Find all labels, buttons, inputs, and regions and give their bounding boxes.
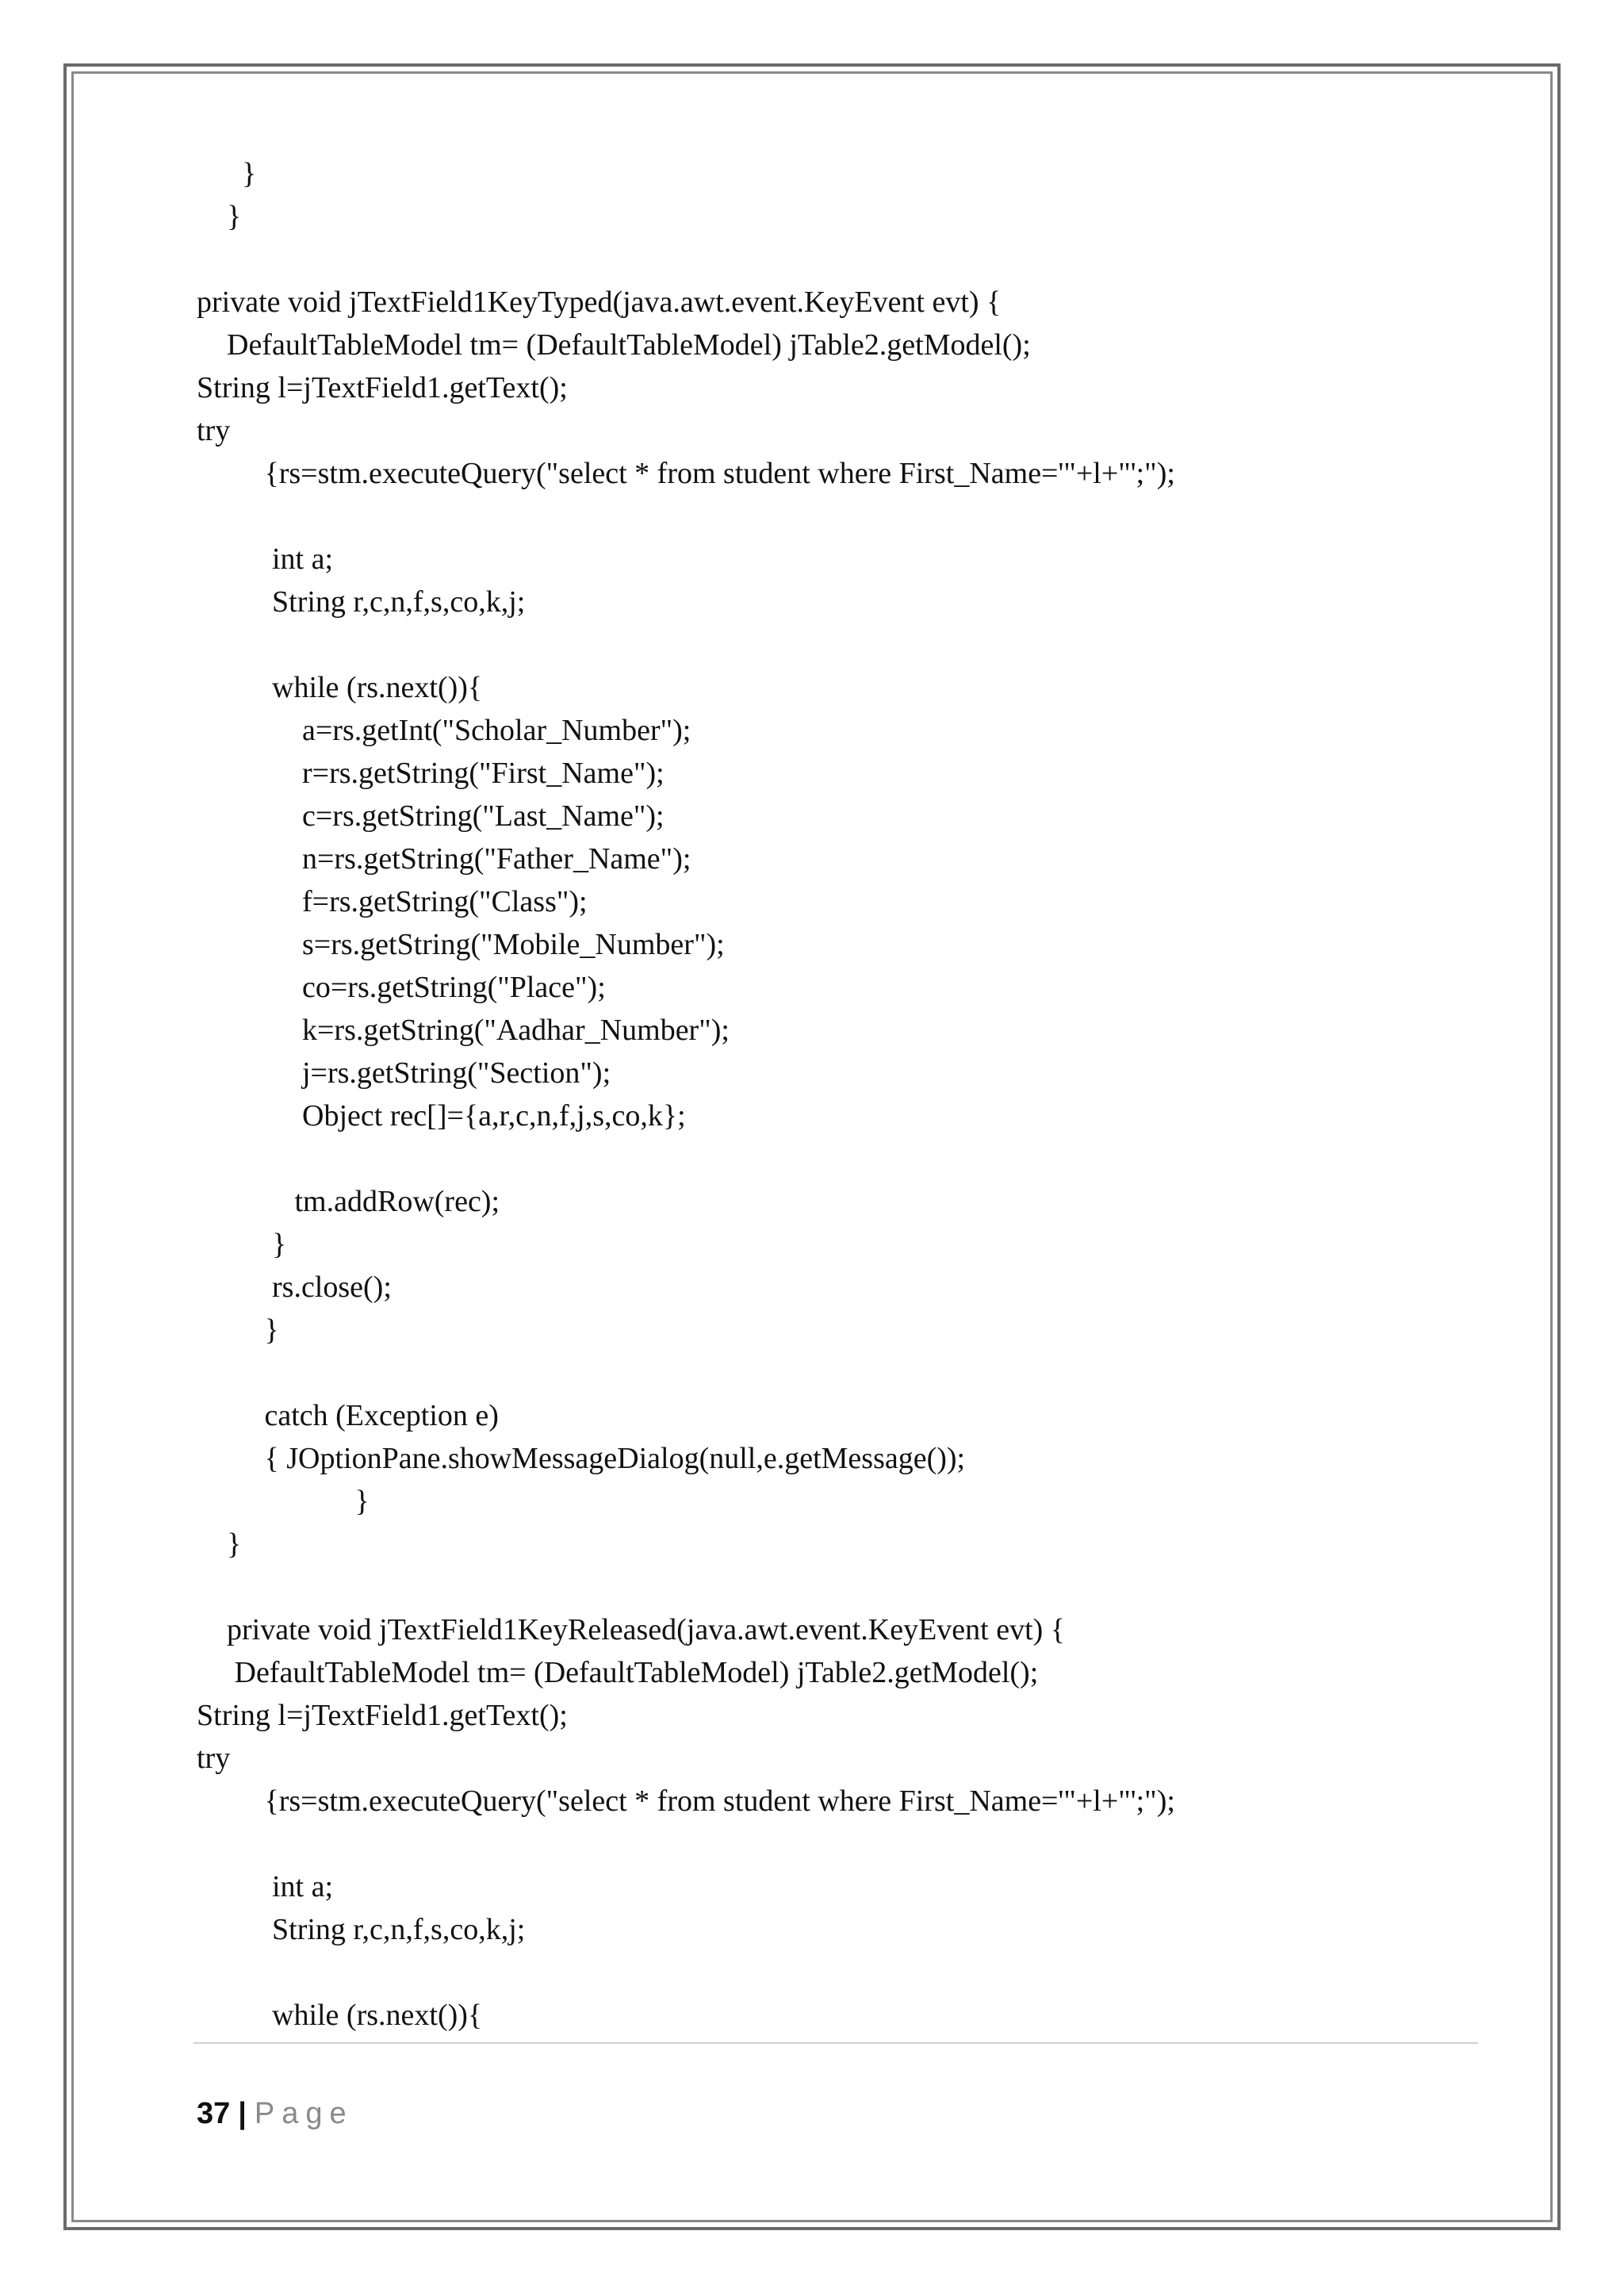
code-line [197, 238, 1465, 281]
page-number: 37 [197, 2097, 231, 2130]
code-line [197, 1137, 1465, 1180]
code-line [197, 623, 1465, 666]
code-line: n=rs.getString("Father_Name"); [197, 842, 691, 876]
code-line [197, 1351, 1465, 1394]
code-line: j=rs.getString("Section"); [197, 1056, 611, 1090]
code-line [197, 1566, 1465, 1608]
code-line: f=rs.getString("Class"); [197, 885, 588, 918]
code-line: co=rs.getString("Place"); [197, 971, 606, 1004]
code-line: } [197, 1527, 242, 1561]
code-line: tm.addRow(rec); [197, 1185, 500, 1218]
code-line: s=rs.getString("Mobile_Number"); [197, 928, 725, 961]
code-line: DefaultTableModel tm= (DefaultTableModel) jTable2.getModel(); [197, 328, 1031, 362]
code-line: k=rs.getString("Aadhar_Number"); [197, 1014, 730, 1047]
page-label: Page [254, 2097, 354, 2130]
code-line: DefaultTableModel tm= (DefaultTableModel) jTable2.getModel(); [197, 1656, 1039, 1689]
code-line: { JOptionPane.showMessageDialog(null,e.getMessage()); [197, 1442, 966, 1475]
code-line: String l=jTextField1.getText(); [197, 1699, 568, 1732]
page-footer [197, 2094, 354, 2133]
code-line: } [197, 1228, 287, 1261]
code-line: {rs=stm.executeQuery("select * from student where First_Name='"+l+"';"); [197, 457, 1175, 490]
code-line: private void jTextField1KeyReleased(java.awt.event.KeyEvent evt) { [197, 1613, 1066, 1646]
code-line: r=rs.getString("First_Name"); [197, 757, 665, 790]
code-line: String r,c,n,f,s,co,k,j; [197, 585, 526, 619]
code-line: try [197, 414, 231, 447]
code-line [197, 1951, 1465, 1994]
code-line: } [197, 1313, 279, 1347]
code-line: private void jTextField1KeyTyped(java.awt.event.KeyEvent evt) { [197, 286, 1002, 319]
code-line: String r,c,n,f,s,co,k,j; [197, 1913, 526, 1946]
code-line: a=rs.getInt("Scholar_Number"); [197, 714, 691, 747]
page-separator: | [238, 2097, 247, 2130]
code-listing [197, 152, 1465, 2037]
code-line: int a; [197, 1870, 334, 1903]
code-line: } [197, 157, 257, 190]
code-line: {rs=stm.executeQuery("select * from student where First_Name='"+l+"';"); [197, 1784, 1175, 1818]
code-line [197, 1823, 1465, 1865]
code-line: Object rec[]={a,r,c,n,f,j,s,co,k}; [197, 1099, 686, 1133]
code-line: while (rs.next()){ [197, 671, 483, 704]
code-line: String l=jTextField1.getText(); [197, 371, 568, 404]
code-line: catch (Exception e) [197, 1399, 499, 1432]
code-line: while (rs.next()){ [197, 1999, 483, 2032]
code-line: try [197, 1742, 231, 1775]
code-line: rs.close(); [197, 1271, 392, 1304]
code-line: } [197, 1485, 370, 1518]
code-line: } [197, 200, 242, 233]
footer-divider [193, 2042, 1478, 2044]
code-line: int a; [197, 542, 334, 576]
code-line [197, 495, 1465, 538]
code-line: c=rs.getString("Last_Name"); [197, 799, 665, 833]
